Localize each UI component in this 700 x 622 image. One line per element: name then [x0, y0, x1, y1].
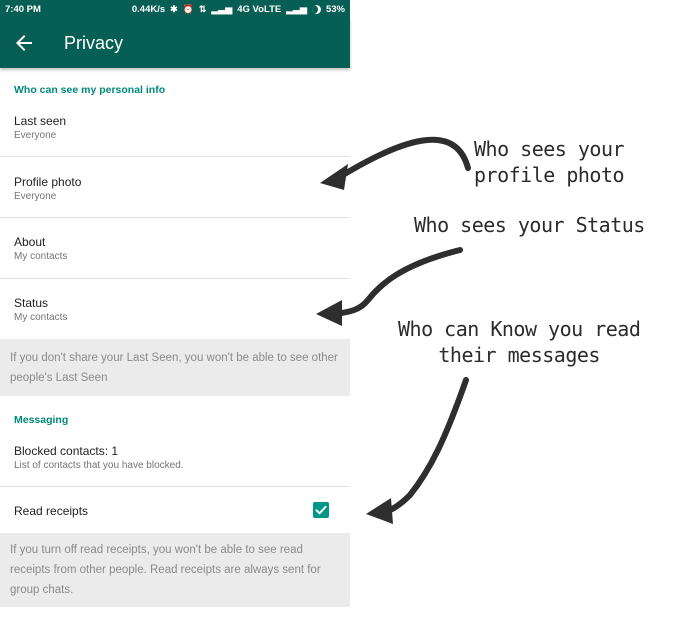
setting-title: Profile photo — [14, 175, 82, 189]
curved-arrow — [335, 250, 460, 314]
arrow-head — [320, 164, 348, 190]
page-title: Privacy — [64, 33, 124, 53]
curved-arrow — [385, 380, 466, 512]
setting-value: My contacts — [14, 312, 68, 323]
annotation-line: their messages — [438, 343, 600, 367]
network-type: 4G VoLTE — [237, 4, 282, 15]
curved-arrow — [338, 140, 468, 178]
signal-icon: ▂▃▅ — [211, 4, 233, 14]
setting-value: Everyone — [14, 130, 57, 141]
arrow-head — [366, 498, 393, 524]
last-seen-note: If you don't share your Last Seen, you won't be able to see other people's Last Seen — [0, 339, 350, 396]
setting-title: About — [14, 235, 46, 249]
setting-value: My contacts — [14, 251, 68, 262]
setting-title: Last seen — [14, 114, 67, 128]
battery-level: 53% — [325, 4, 345, 15]
setting-title: Read receipts — [14, 504, 89, 518]
annotation-line: Who sees your Status — [414, 213, 645, 237]
network-speed: 0.44K/s — [131, 4, 166, 15]
annotation-line: profile photo — [474, 163, 625, 187]
annotation-line: Who can Know you read — [398, 317, 641, 341]
arrow-head — [316, 300, 342, 326]
annotation-line: Who sees your — [474, 137, 625, 161]
read-receipts-note: If you turn off read receipts, you won't be able to see read receipts from other people. Read receipts are always sent for group chats. — [0, 533, 350, 607]
section-header-personal-info: Who can see my personal info — [14, 84, 166, 96]
setting-subtitle: List of contacts that you have blocked. — [14, 460, 184, 471]
setting-title: Status — [14, 296, 49, 310]
setting-value: Everyone — [14, 191, 57, 202]
data-transfer-icon: ⇅ — [198, 4, 207, 14]
alarm-icon: ⏰ — [182, 4, 194, 14]
signal-icon: ▂▃▅ — [286, 4, 307, 14]
status-time: 7:40 PM — [5, 4, 41, 15]
section-header-messaging: Messaging — [14, 414, 69, 426]
bluetooth-icon: ✱ — [170, 4, 178, 14]
setting-title: Blocked contacts: 1 — [14, 444, 119, 458]
